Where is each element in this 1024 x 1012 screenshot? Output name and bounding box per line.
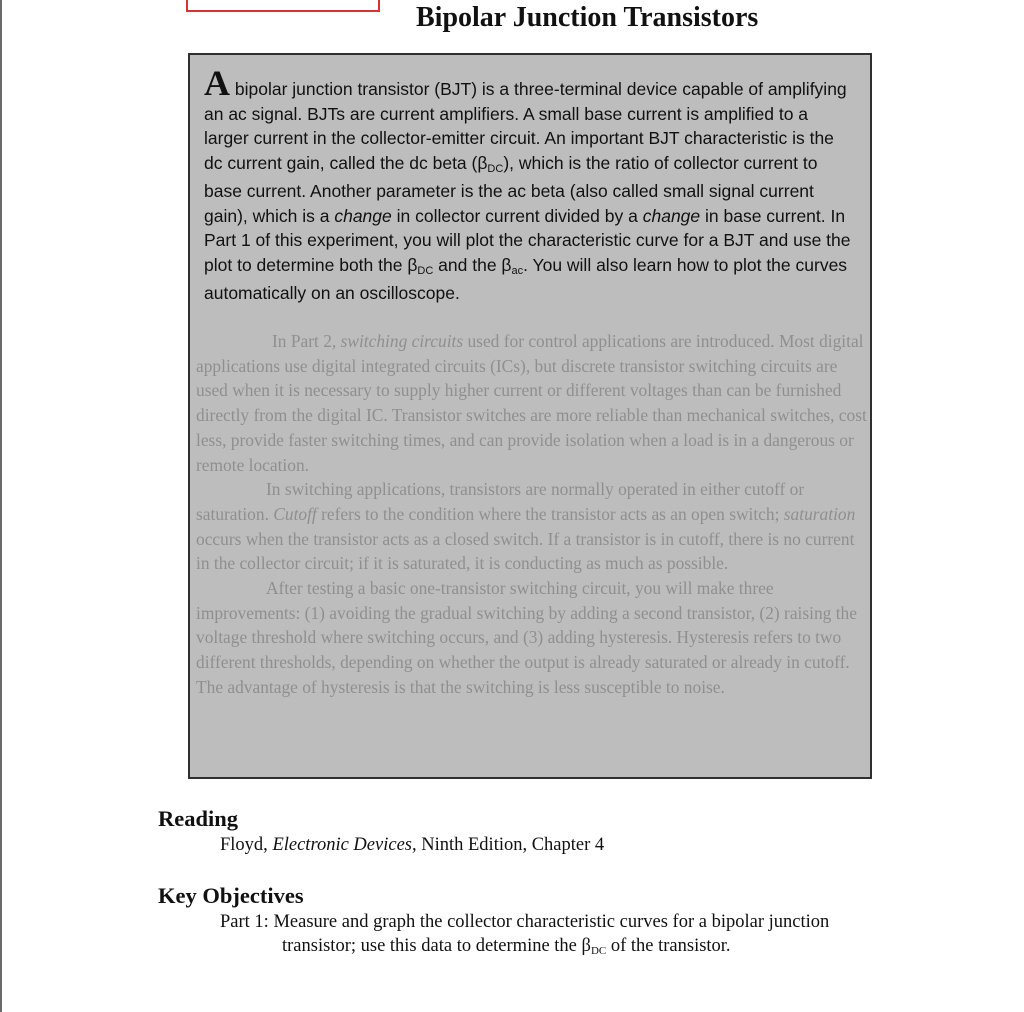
faded-text: In switching applications, transistors are normally operated in either cutoff or saturation. bbox=[196, 479, 805, 524]
subscript: DC bbox=[590, 945, 607, 957]
red-outline-box bbox=[186, 0, 380, 12]
faded-paragraph-part2 bbox=[196, 329, 868, 477]
intro-emphasis: change bbox=[642, 205, 701, 226]
reading-edition: , Ninth Edition, Chapter 4 bbox=[411, 835, 605, 855]
page-edge-rule bbox=[0, 0, 2, 1012]
objective-text: transistor; use this data to determine the β bbox=[282, 936, 591, 956]
objectives-heading: Key Objectives bbox=[158, 883, 304, 908]
faded-text-block bbox=[190, 329, 872, 700]
faded-emphasis: switching circuits bbox=[340, 331, 464, 351]
objective-label: Part 1: bbox=[220, 912, 274, 932]
faded-paragraph-switching bbox=[196, 477, 868, 576]
reading-author: Floyd, bbox=[220, 835, 273, 855]
faded-text: occurs when the transistor acts as a closed switch. If a transistor is in cutoff, there is no current in the collector circuit; if it is saturated, it is conducting as much as possible. bbox=[196, 528, 855, 574]
faded-paragraph-improvements: After testing a basic one-transistor switching circuit, you will make three improvements: (1) avoiding the gradual switching by adding a second transistor, (2) raising the voltage threshold where switching occurs, and (3) adding hysteresis. Hysteresis refers to two different thresholds, depending on whether the output is already saturated or already in cutoff. The advantage of hysteresis is that the switching is less susceptible to noise. bbox=[196, 578, 857, 697]
reading-book-title: Electronic Devices bbox=[272, 835, 412, 855]
intro-text: ), which is the ratio of collector current to base current. Another parameter is the ac beta (also called small signal current gain), which is a bbox=[204, 153, 818, 226]
objective-continuation bbox=[220, 934, 940, 960]
intro-emphasis: change bbox=[334, 205, 392, 226]
page-title: Bipolar Junction Transistors bbox=[416, 2, 759, 33]
intro-text: . You will also learn how to plot the curves automatically on an oscilloscope. bbox=[204, 254, 848, 303]
faded-text: In Part 2, bbox=[272, 331, 341, 351]
drop-cap: A bbox=[204, 63, 230, 103]
faded-emphasis: Cutoff bbox=[273, 503, 317, 524]
subscript: DC bbox=[417, 264, 434, 277]
intro-text: bipolar junction transistor (BJT) is a three-terminal device capable of amplifying an ac signal. BJTs are current amplifiers. A small base current is amplified to a larger current in the collector-emitter circuit. An important BJT characteristic is the dc current gain, called the dc beta (β bbox=[204, 79, 847, 174]
reading-reference bbox=[220, 833, 604, 857]
intro-paragraph bbox=[190, 55, 870, 341]
subscript: DC bbox=[487, 163, 504, 176]
subscript: ac bbox=[511, 264, 524, 277]
faded-text: used for control applications are introduced. Most digital applications use digital integrated circuits (ICs), but discrete transistor switching circuits are used when it is necessary to supply higher current or different voltages than can be furnished directly from the digital IC. Transistor switches are more reliable than mechanical switches, cost less, provide faster switching times, and can provide isolation when a load is in a dangerous or remote location. bbox=[196, 331, 867, 475]
intro-text: and the β bbox=[433, 254, 512, 275]
reading-heading: Reading bbox=[158, 806, 239, 831]
objective-part1 bbox=[220, 910, 940, 960]
objective-text: of the transistor. bbox=[606, 936, 731, 956]
objective-text: Measure and graph the collector characteristic curves for a bipolar junction bbox=[273, 912, 830, 932]
faded-text: refers to the condition where the transistor acts as an open switch; bbox=[316, 503, 784, 524]
intro-text: in base current. In Part 1 of this experiment, you will plot the characteristic curve for a BJT and use the plot to determine both the β bbox=[204, 205, 851, 275]
overview-panel bbox=[188, 53, 872, 779]
faded-emphasis: saturation bbox=[783, 503, 856, 524]
intro-text: in collector current divided by a bbox=[391, 205, 643, 226]
